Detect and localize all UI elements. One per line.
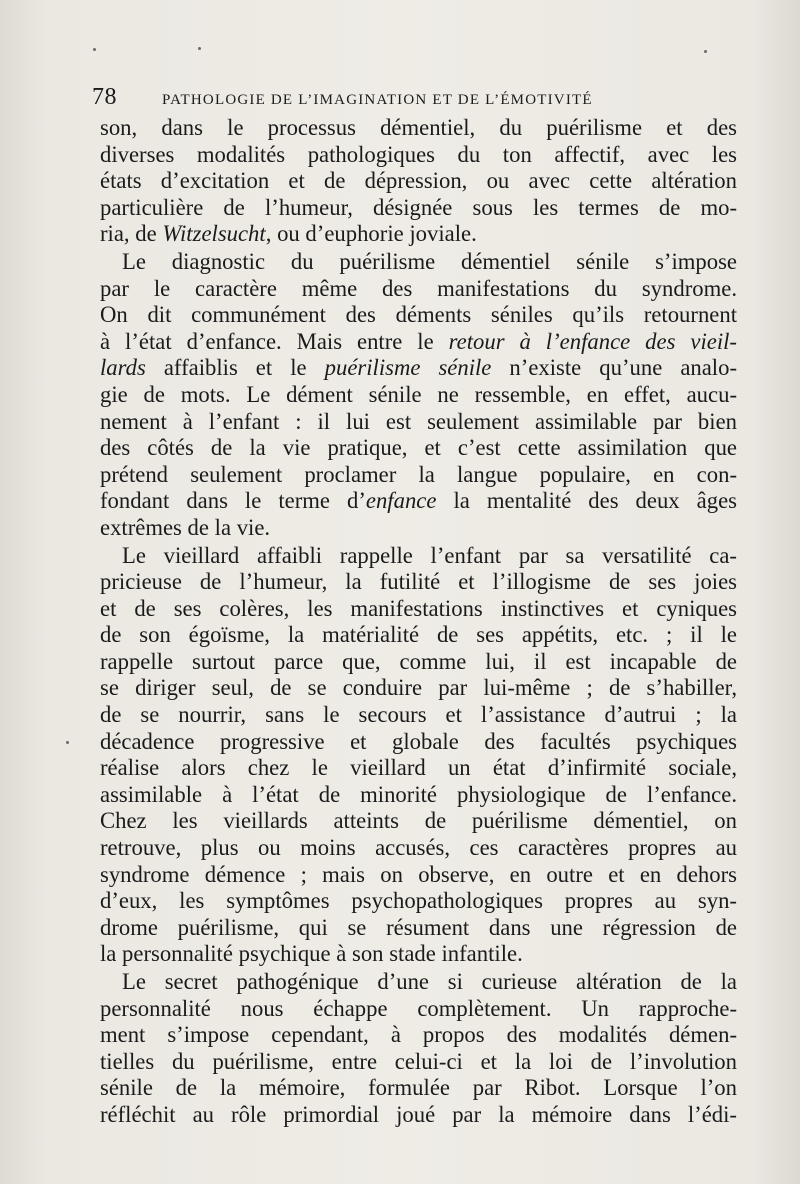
paragraph-start-line: Le vieillard affaibli rappelle l’enfant par sa versatilité ca-: [122, 542, 737, 568]
text-line: Chez les vieillards atteints de puérilisme démentiel, on: [100, 808, 737, 834]
body-text: [100, 115, 737, 1129]
speck-mark: [704, 50, 707, 53]
text-line: diverses modalités pathologiques du ton affectif, avec les: [100, 141, 737, 167]
text-line: rappelle surtout parce que, comme lui, il est incapable de: [100, 648, 737, 674]
text-line: et de ses colères, les manifestations instinctives et cyniques: [100, 595, 737, 621]
text-line: réalise alors chez le vieillard un état d’infirmité sociale,: [100, 755, 737, 781]
text-line: retrouve, plus ou moins accusés, ces caractères propres au: [100, 835, 737, 861]
text-line: tielles du puérilisme, entre celui-ci et la loi de l’involution: [100, 1048, 737, 1074]
text-line: lards affaiblis et le puérilisme sénile n’existe qu’une analo-: [100, 355, 738, 381]
paragraph-start-line: Le secret pathogénique d’une si curieuse altération de la: [122, 969, 737, 994]
page-header: [92, 84, 732, 112]
text-line: de son égoïsme, la matérialité de ses appétits, etc. ; il le: [100, 622, 737, 648]
paragraph-start-line: Le diagnostic du puérilisme démentiel sénile s’impose: [122, 248, 737, 274]
text-line: son, dans le processus démentiel, du puérilisme et des: [100, 115, 737, 140]
text-line: particulière de l’humeur, désignée sous les termes de mo-: [100, 194, 737, 220]
text-line: à l’état d’enfance. Mais entre le retour à l’enfance des vieil-: [100, 328, 737, 354]
text-line: se diriger seul, de se conduire par lui-même ; de s’habiller,: [100, 675, 737, 701]
text-line: gie de mots. Le dément sénile ne ressemble, en effet, aucu-: [100, 381, 737, 407]
text-line: décadence progressive et globale des facultés psychiques: [100, 728, 737, 754]
speck-mark: [93, 48, 96, 51]
text-line: personnalité nous échappe complètement. Un rapproche-: [100, 995, 737, 1021]
text-line: de se nourrir, sans le secours et l’assistance d’autrui ; la: [100, 702, 737, 728]
text-line: des côtés de la vie pratique, et c’est cette assimilation que: [100, 435, 737, 461]
page-number: 78: [92, 84, 117, 110]
text-line: extrêmes de la vie.: [100, 514, 271, 540]
text-line: syndrome démence ; mais on observe, en outre et en dehors: [100, 861, 737, 887]
text-line: réfléchit au rôle primordial joué par la mémoire dans l’édi-: [100, 1101, 737, 1127]
text-line: prétend seulement proclamer la langue populaire, en con-: [100, 461, 737, 487]
text-line: états d’excitation et de dépression, ou avec cette altération: [100, 168, 737, 194]
text-line: pricieuse de l’humeur, la futilité et l’illogisme de ses joies: [100, 569, 737, 595]
text-line: fondant dans le terme d’enfance la mentalité des deux âges: [100, 488, 737, 514]
text-line: sénile de la mémoire, formulée par Ribot. Lorsque l’on: [100, 1075, 737, 1101]
running-head: PATHOLOGIE DE L’IMAGINATION ET DE L’ÉMOTIVITÉ: [162, 92, 593, 108]
text-line: ment s’impose cependant, à propos des modalités démen-: [100, 1022, 737, 1048]
text-line: par le caractère même des manifestations du syndrome.: [100, 275, 737, 301]
text-line: ria, de Witzelsucht, ou d’euphorie joviale.: [100, 221, 477, 247]
text-line: assimilable à l’état de minorité physiologique de l’enfance.: [100, 781, 737, 807]
text-line: d’eux, les symptômes psychopathologiques propres au syn-: [100, 888, 737, 914]
text-line: On dit communément des déments séniles qu’ils retournent: [100, 302, 737, 328]
text-line: la personnalité psychique à son stade infantile.: [100, 941, 523, 967]
text-line: nement à l’enfant : il lui est seulement assimilable par bien: [100, 408, 737, 434]
speck-mark: [66, 741, 69, 744]
speck-mark: [198, 47, 201, 50]
text-line: drome puérilisme, qui se résument dans une régression de: [100, 914, 737, 940]
